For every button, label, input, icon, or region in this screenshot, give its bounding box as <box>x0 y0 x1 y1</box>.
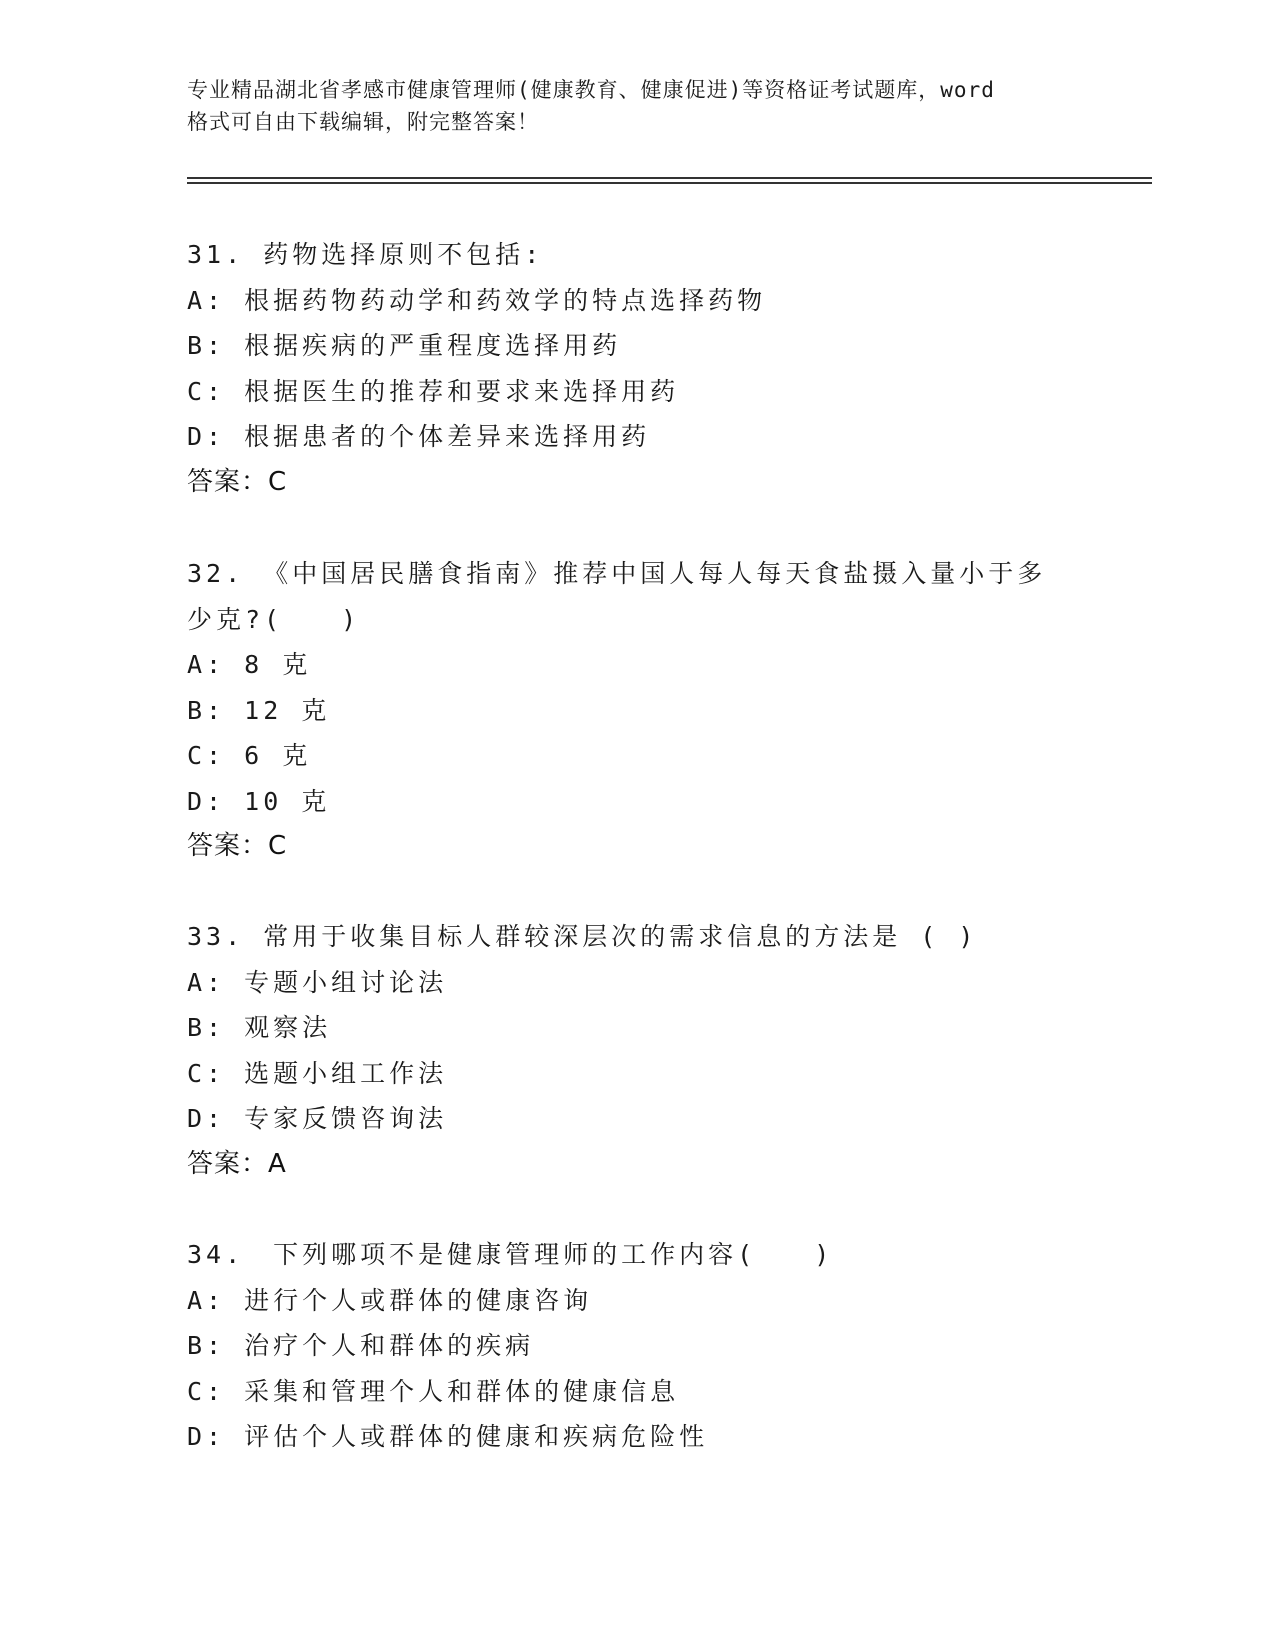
question-stem: 31. 药物选择原则不包括: <box>187 240 544 269</box>
option-d: D: 10 克 <box>187 786 331 816</box>
option-a: A: 根据药物药动学和药效学的特点选择药物 <box>187 285 767 315</box>
option-d: D: 根据患者的个体差异来选择用药 <box>187 422 651 451</box>
option-d: D: 评估个人或群体的健康和疾病危险性 <box>187 1422 709 1451</box>
option-b: B: 12 克 <box>187 695 331 725</box>
answer-line: 答案：C <box>187 466 288 497</box>
question-32 <box>187 551 1087 870</box>
option-b: B: 根据疾病的严重程度选择用药 <box>187 331 622 360</box>
option-c: C: 6 克 <box>187 741 312 770</box>
header-divider-bottom <box>187 182 1152 184</box>
question-stem: 34. 下列哪项不是健康管理师的工作内容( ) <box>187 1240 834 1269</box>
option-c: C: 选题小组工作法 <box>187 1058 448 1088</box>
answer-line: 答案：C <box>187 831 288 861</box>
option-c: C: 采集和管理个人和群体的健康信息 <box>187 1376 680 1406</box>
question-33 <box>187 914 1087 1187</box>
header-line-2: 格式可自由下载编辑，附完整答案！ <box>187 110 539 134</box>
option-d: D: 专家反馈咨询法 <box>187 1104 448 1133</box>
question-stem: 32. 《中国居民膳食指南》推荐中国人每人每天食盐摄入量小于多少克?( ) <box>187 559 1047 634</box>
question-31 <box>187 232 1087 505</box>
question-34 <box>187 1232 1087 1460</box>
option-c: C: 根据医生的推荐和要求来选择用药 <box>187 376 680 406</box>
option-a: A: 8 克 <box>187 650 312 679</box>
option-b: B: 治疗个人和群体的疾病 <box>187 1331 535 1360</box>
option-b: B: 观察法 <box>187 1013 332 1042</box>
question-stem: 33. 常用于收集目标人群较深层次的需求信息的方法是 ( ) <box>187 922 978 951</box>
option-a: A: 进行个人或群体的健康咨询 <box>187 1285 593 1315</box>
header-line-1: 专业精品湖北省孝感市健康管理师(健康教育、健康促进)等资格证考试题库，word <box>187 78 995 102</box>
option-a: A: 专题小组讨论法 <box>187 967 448 997</box>
document-header <box>187 74 1087 138</box>
header-divider-top <box>187 177 1152 179</box>
answer-line: 答案：A <box>187 1148 287 1179</box>
